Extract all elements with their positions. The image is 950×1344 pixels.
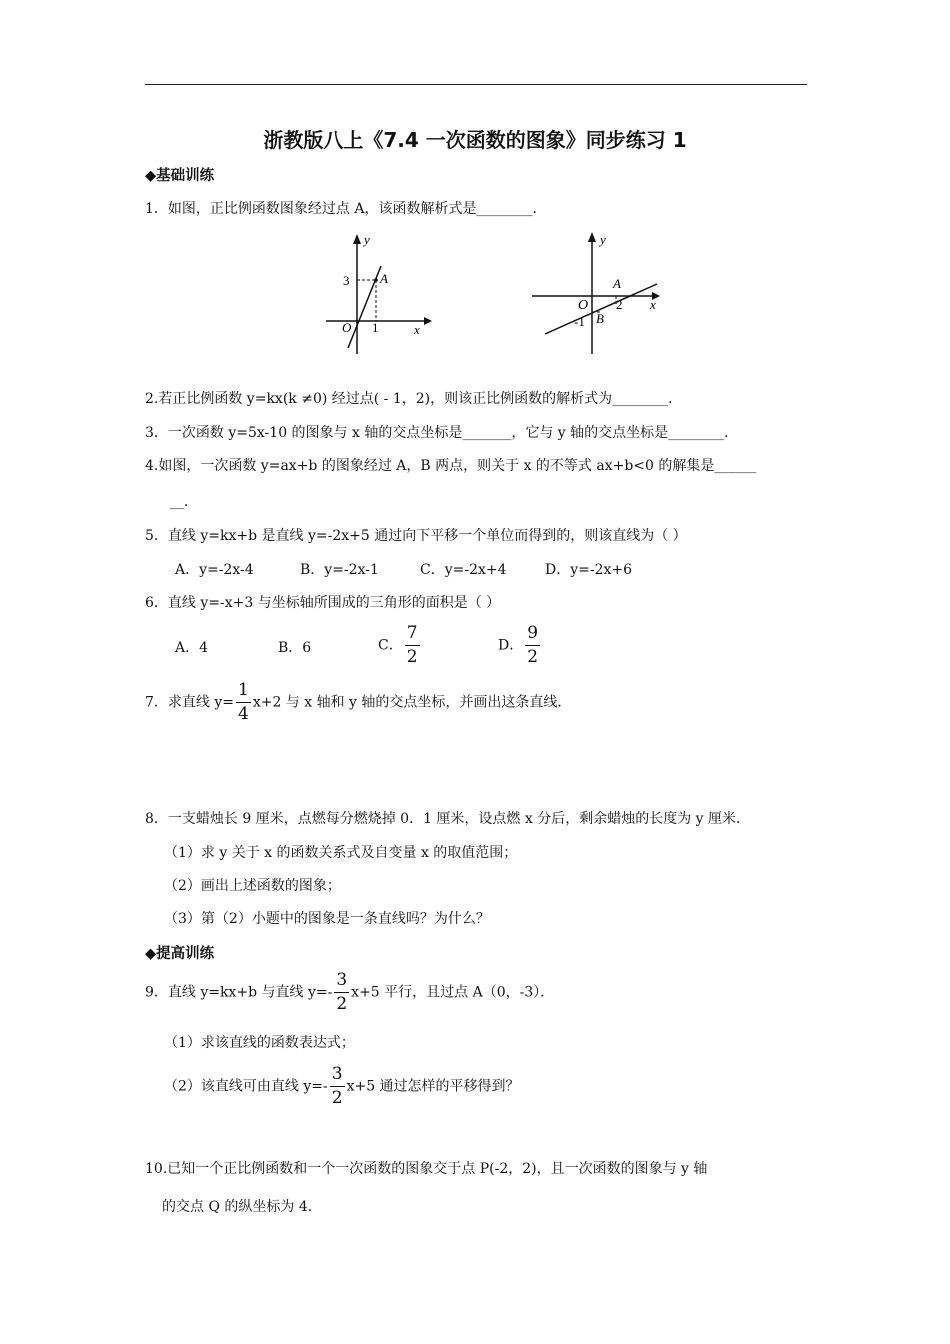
q6-option-c [378, 625, 422, 666]
q9-suffix: x+5 平行，且过点 A（0，-3）． [351, 984, 555, 1001]
fig1-point-a: A [380, 271, 388, 286]
question-8-part-2: （2）画出上述函数的图象； [164, 878, 341, 894]
fig2-tick-minus1: -1 [574, 314, 585, 329]
question-7 [145, 682, 571, 723]
fig2-point-b: B [596, 311, 604, 326]
q7-prefix: 7．求直线 y= [145, 694, 234, 711]
question-10-line1: 10.已知一个正比例函数和一个一次函数的图象交于点 P(-2，2)，且一次函数的图象与 y 轴 [145, 1161, 708, 1177]
question-9-part-1: （1）求该直线的函数表达式； [164, 1035, 355, 1051]
figure-2-graph [528, 226, 664, 356]
fig2-x-label: x [650, 297, 656, 312]
question-3: 3．一次函数 y=5x-10 的图象与 x 轴的交点坐标是_______，它与 y 轴的交点坐标是________． [145, 425, 739, 441]
fig2-origin-label: O [578, 298, 589, 313]
q6-option-c-letter: C． [378, 637, 403, 654]
q9-prefix: 9．直线 y=kx+b 与直线 y=- [145, 984, 333, 1001]
fig2-tick-2: 2 [616, 297, 623, 312]
fraction-numerator: 7 [405, 625, 420, 646]
fig1-tick-3: 3 [343, 273, 350, 288]
q6-option-d [498, 625, 542, 666]
q9-2-suffix: x+5 通过怎样的平移得到？ [346, 1078, 520, 1095]
question-5: 5．直线 y=kx+b 是直线 y=-2x+5 通过向下平移一个单位而得到的，则该直线为（ ） [145, 528, 687, 544]
page-title: 浙教版八上《7.4 一次函数的图象》同步练习 1 [263, 128, 687, 152]
fig1-x-label: x [414, 322, 420, 337]
question-9 [145, 972, 554, 1013]
fraction-denominator: 2 [331, 1088, 343, 1108]
q5-option-c: C．y=-2x+4 [420, 562, 507, 578]
fraction-denominator: 2 [527, 647, 539, 667]
q6-option-b: B．6 [278, 640, 312, 656]
q9-2-prefix: （2）该直线可由直线 y=- [164, 1078, 328, 1095]
fraction-numerator: 3 [330, 1066, 345, 1087]
fraction-denominator: 2 [336, 994, 348, 1014]
fig1-origin-label: O [342, 320, 352, 335]
fraction-numerator: 9 [525, 625, 540, 646]
question-9-part-2 [164, 1066, 520, 1107]
q6-option-c-fraction [405, 625, 420, 666]
question-6: 6．直线 y=-x+3 与坐标轴所围成的三角形的面积是（ ） [145, 595, 501, 611]
fraction-denominator: 2 [406, 647, 418, 667]
question-8-part-1: （1）求 y 关于 x 的函数关系式及自变量 x 的取值范围； [164, 845, 518, 861]
question-8: 8．一支蜡烛长 9 厘米，点燃每分燃烧掉 0．1 厘米，设点燃 x 分后，剩余蜡烛的长度为 y 厘米． [145, 811, 751, 827]
q7-suffix: x+2 与 x 轴和 y 轴的交点坐标，并画出这条直线． [252, 694, 572, 711]
q9-2-fraction [330, 1066, 345, 1107]
fig2-point-a: A [613, 276, 621, 291]
fraction-denominator: 4 [238, 704, 249, 724]
q6-option-d-fraction [525, 625, 540, 666]
question-4-line1: 4.如图，一次函数 y=ax+b 的图象经过 A，B 两点，则关于 x 的不等式 ax+b<0 的解集是______ [145, 458, 757, 474]
question-2: 2.若正比例函数 y=kx(k ≠0) 经过点( - 1，2)，则该正比例函数的解析式为________． [145, 391, 683, 407]
q6-option-d-letter: D． [498, 637, 524, 654]
figure-1-graph [320, 228, 432, 356]
question-8-part-3: （3）第（2）小题中的图象是一条直线吗？为什么？ [164, 911, 490, 927]
section-basic: ◆基础训练 [145, 168, 215, 184]
fig1-y-label: y [364, 232, 370, 247]
question-1: 1．如图，正比例函数图象经过点 A，该函数解析式是________． [145, 201, 547, 217]
q9-fraction [334, 972, 349, 1013]
q6-option-a: A．4 [175, 640, 209, 656]
fraction-numerator: 1 [236, 682, 251, 703]
fig1-tick-1: 1 [372, 320, 379, 335]
q5-option-a: A．y=-2x-4 [175, 562, 254, 578]
question-4-line2: __． [170, 494, 198, 510]
fig2-y-label: y [600, 232, 606, 247]
section-advanced: ◆提高训练 [145, 946, 215, 962]
fraction-numerator: 3 [334, 972, 349, 993]
q7-fraction [236, 682, 251, 723]
q5-option-d: D．y=-2x+6 [545, 562, 633, 578]
header-rule [145, 84, 807, 85]
q5-option-b: B．y=-2x-1 [300, 562, 379, 578]
question-10-line2: 的交点 Q 的纵坐标为 4. [162, 1199, 313, 1215]
